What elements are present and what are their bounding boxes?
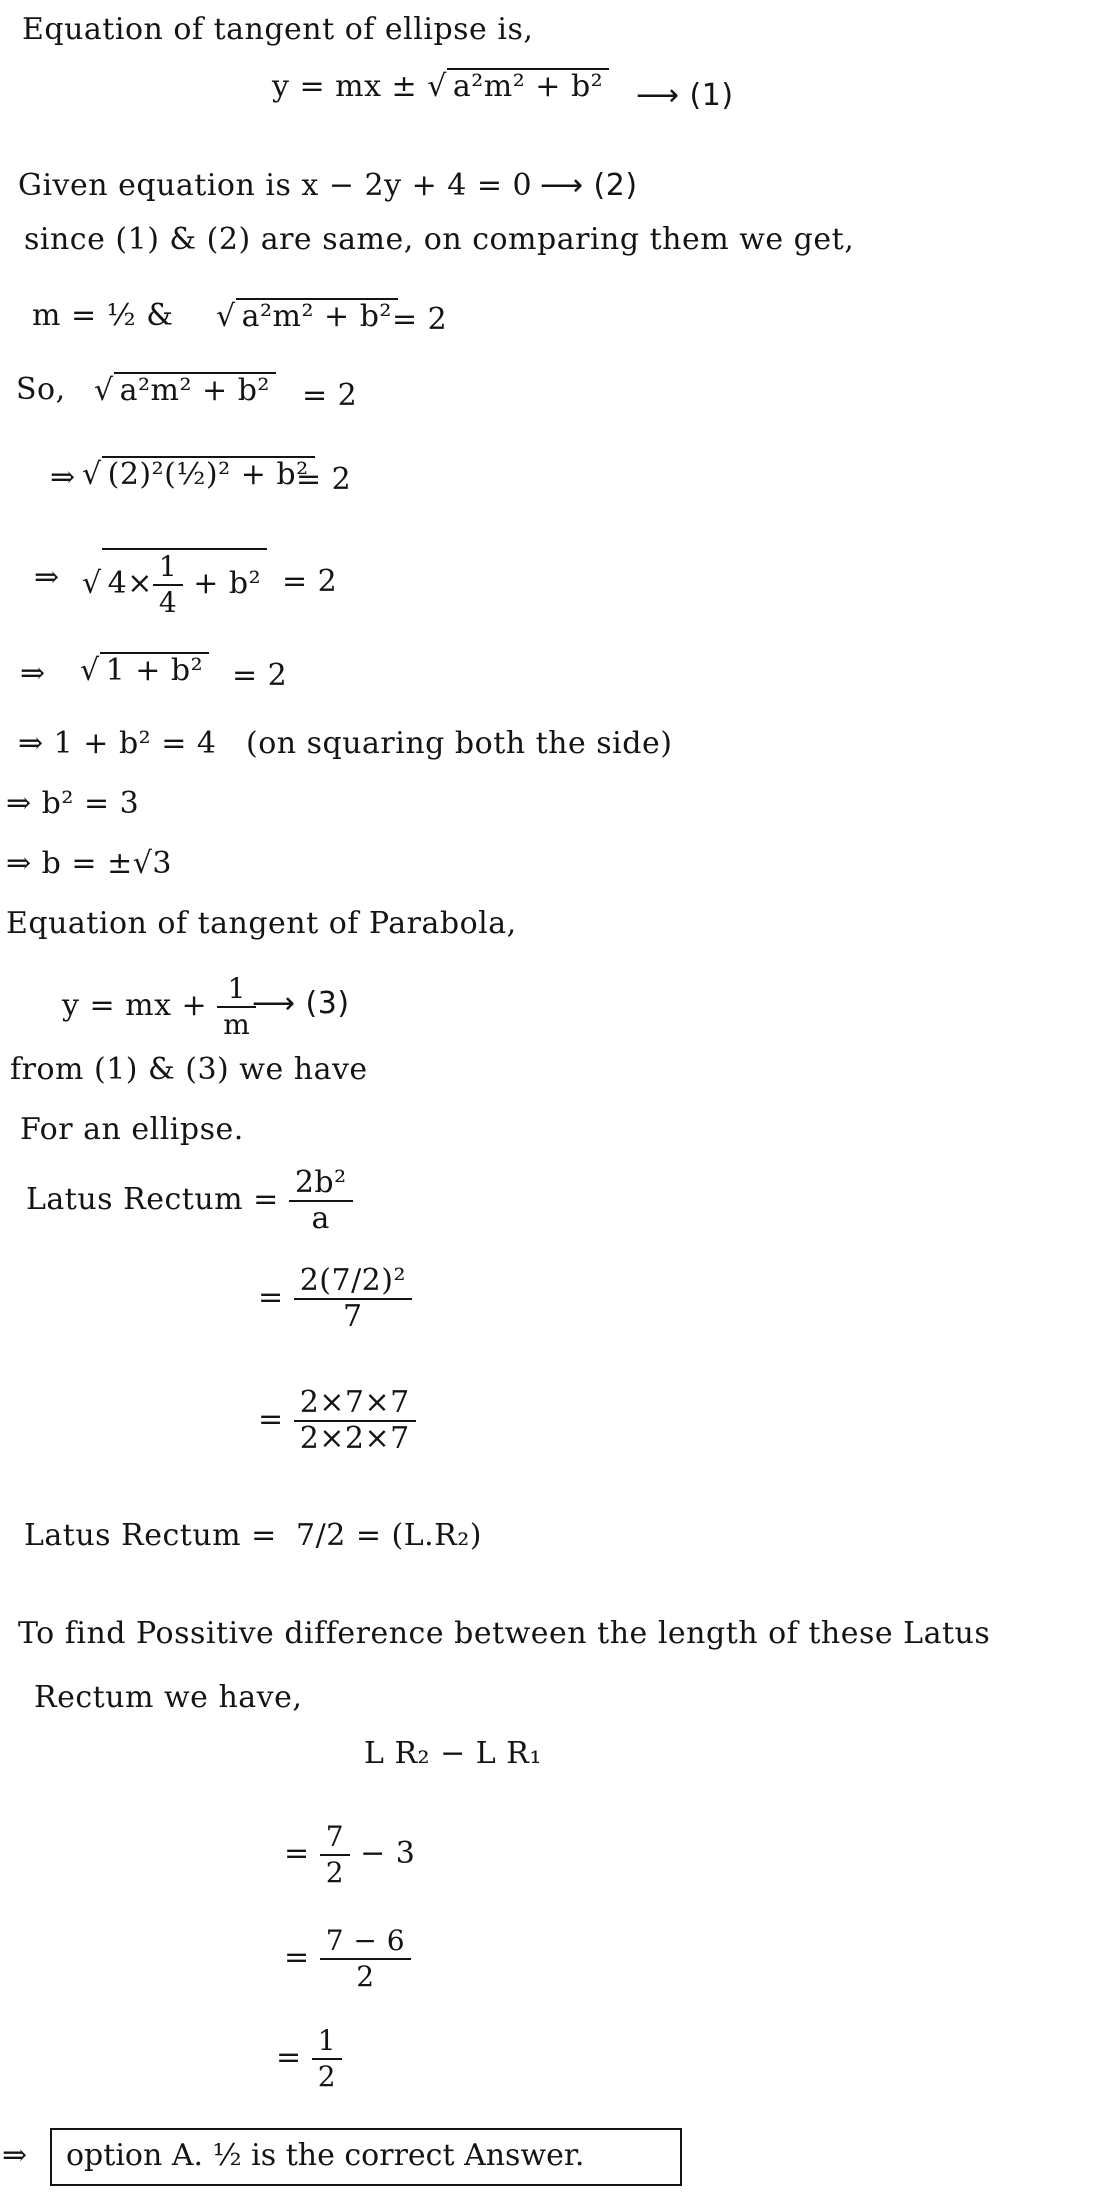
radicand: a²m² + b² [114,372,276,408]
equation-lhs: y = mx + [62,988,208,1023]
sqrt-icon: √ [82,457,102,492]
ellipse-tangent-heading: Equation of tangent of ellipse is, [22,12,534,47]
denominator: a [311,1201,330,1236]
step-squared: ⇒ 1 + b² = 4 [18,726,217,761]
sqrt-icon: √ [82,566,102,601]
radicand: a²m² + b² [236,298,398,334]
numerator: 7 − 6 [320,1924,411,1960]
b-squared-value: ⇒ b² = 3 [6,786,140,821]
parabola-tangent-heading: Equation of tangent of Parabola, [6,906,517,941]
numerator: 1 [312,2024,342,2060]
equals-sign: = [258,1402,284,1437]
term: − 3 [360,1836,416,1871]
denominator: 4 [158,586,178,619]
implies-icon: ⇒ [34,560,60,595]
latus-rectum-expansion [258,1386,416,1456]
equals-sign: = [276,2040,302,2075]
sqrt-icon: √ [427,69,447,104]
difference-expression: L R₂ − L R₁ [364,1736,542,1771]
latus-rectum-substitution [258,1264,412,1334]
numerator: 2b² [289,1166,353,1202]
equals-sign: = [258,1280,284,1315]
radicand: a²m² + b² [447,68,609,104]
denominator: 2 [356,1960,375,1993]
b-value: ⇒ b = ±√3 [6,846,172,881]
latus-rectum-result-label: Latus Rectum = [24,1518,277,1553]
implies-icon: ⇒ [20,656,46,691]
denominator: 7 [343,1299,363,1334]
radicand: (2)²(½)² + b² [102,456,315,492]
equation-label-1: ⟶ (1) [636,78,734,113]
denominator: 2 [317,2060,337,2093]
numerator: 2(7/2)² [294,1264,412,1300]
intercept-condition [216,298,398,335]
denominator: 2 [325,1856,345,1889]
so-label: So, [16,372,66,407]
numerator: 2×7×7 [294,1386,416,1422]
fraction [320,1924,411,1994]
step-reduced [80,652,209,689]
sqrt-icon: √ [94,373,114,408]
implies-icon: ⇒ [2,2138,28,2173]
equals-sign: = [284,1940,310,1975]
difference-step-3 [276,2024,342,2094]
equation-label-3: ⟶ (3) [252,986,350,1021]
difference-step-1 [284,1820,415,1890]
denominator: 2×2×7 [299,1421,410,1456]
radicand: 1 + b² [100,652,210,688]
equals-two: = 2 [282,564,338,599]
fraction [294,1264,412,1334]
squaring-note: (on squaring both the side) [246,726,673,761]
parabola-tangent-equation [62,972,256,1042]
equals-two: = 2 [392,302,448,337]
final-answer: option A. ½ is the correct Answer. [66,2138,585,2173]
implies-icon: ⇒ [50,460,76,495]
fraction [312,2024,342,2094]
fraction [294,1386,416,1456]
sqrt-icon: √ [80,653,100,688]
step-sqrt-expression [94,372,276,409]
numerator: 7 [320,1820,350,1856]
difference-statement: To find Possitive difference between the length of these Latus [18,1616,991,1651]
denominator: m [223,1008,251,1041]
from-statement: from (1) & (3) we have [10,1052,368,1087]
equals-two: = 2 [296,462,352,497]
fraction [320,1820,350,1890]
fraction [217,972,256,1042]
ellipse-label: For an ellipse. [20,1112,244,1147]
comparison-statement: since (1) & (2) are same, on comparing them we get, [24,222,855,257]
equals-two: = 2 [232,658,288,693]
difference-step-2 [284,1924,411,1994]
equals-sign: = [284,1836,310,1871]
term: + b² [183,566,262,601]
step-substitution [82,456,315,493]
label: Latus Rectum = [26,1182,279,1217]
slope-value: m = ½ & [32,298,174,333]
numerator: 1 [217,972,256,1008]
factor: 4× [107,566,153,601]
step-simplify [82,548,267,620]
numerator: 1 [153,550,183,586]
ellipse-tangent-equation [272,68,609,105]
sqrt-icon: √ [216,299,236,334]
fraction [289,1166,353,1236]
latus-rectum-formula [26,1166,353,1236]
equation-label-2: ⟶ (2) [540,168,638,203]
fraction [153,550,183,620]
equation-lhs: y = mx ± [272,69,428,104]
radicand [102,548,268,620]
equals-two: = 2 [302,378,358,413]
given-equation: Given equation is x − 2y + 4 = 0 [18,168,533,203]
latus-rectum-result: 7/2 = (L.R₂) [296,1518,482,1553]
difference-statement-cont: Rectum we have, [34,1680,303,1715]
